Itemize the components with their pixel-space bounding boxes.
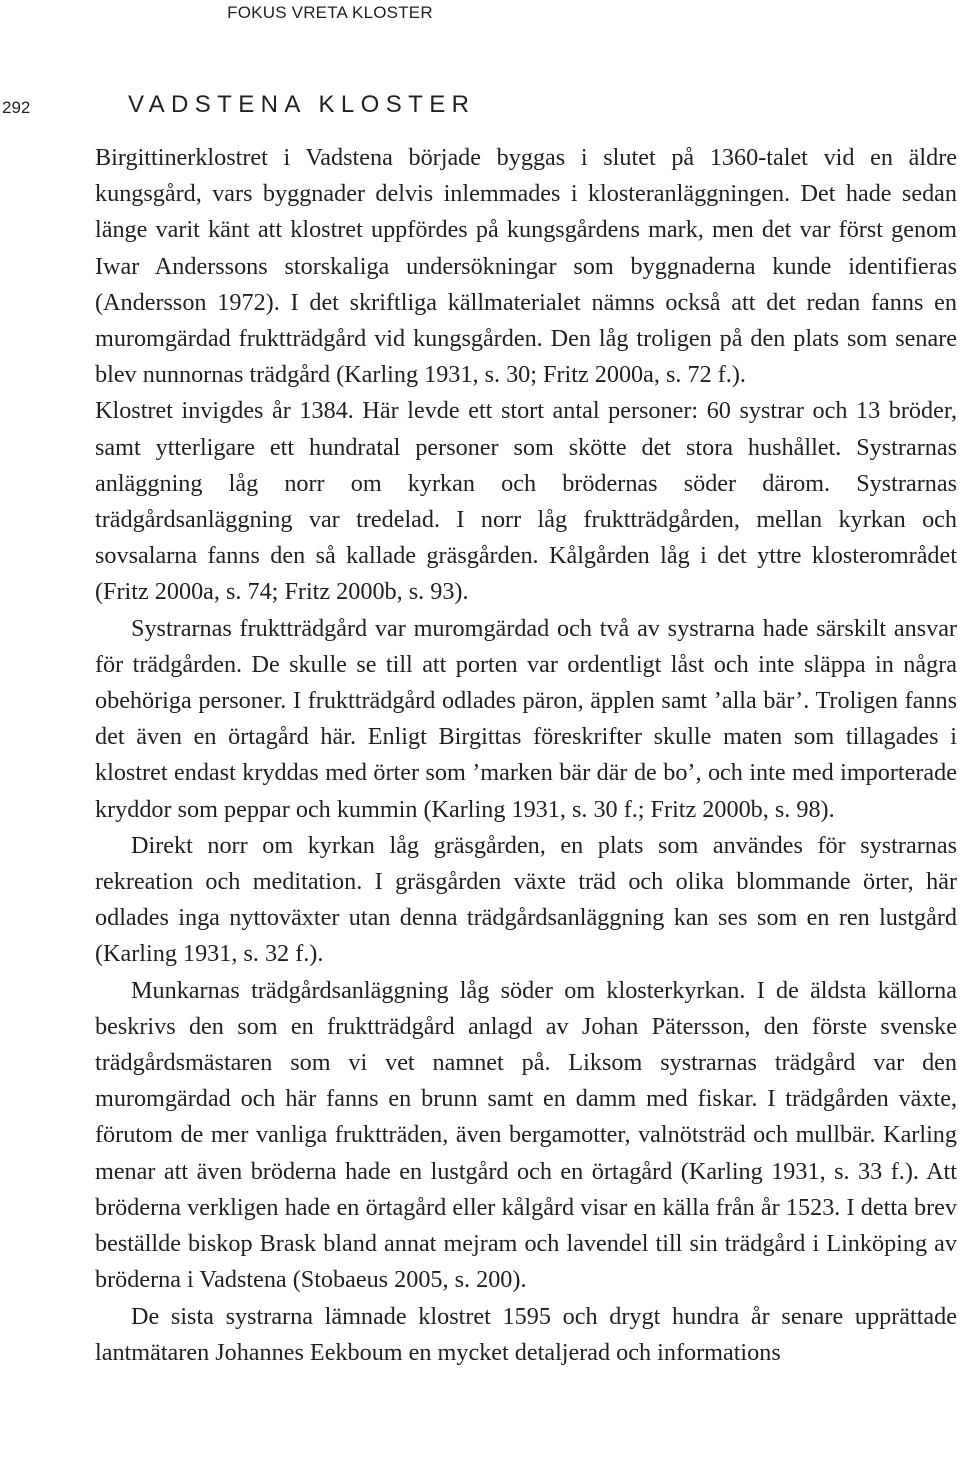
paragraph-2: Klostret invigdes år 1384. Här levde ett stort antal personer: 60 systrar och 13 bröder, samt ytterligare ett hundratal personer som skötte det stora hushållet. Systrarnas anläggning låg norr om kyrkan och brödernas söder därom. Systrarnas trädgårdsanläggning var tredelad. I norr låg fruktträdgården, mellan kyrkan och sovsalarna fanns den så kallade gräsgården. Kålgården låg i det yttre klosterområdet (Fritz 2000a, s. 74; Fritz 2000b, s. 93). [95, 397, 957, 606]
body-text [95, 140, 957, 1371]
page-number: 292 [2, 98, 31, 117]
paragraph-6: De sista systrarna lämnade klostret 1595 och drygt hundra år senare upprättade lantmätaren Johannes Eekboum en mycket detaljerad och informations [95, 1302, 957, 1366]
section-heading: VADSTENA KLOSTER [128, 91, 476, 118]
paragraph-1: Birgittinerklostret i Vadstena började byggas i slutet på 1360-talet vid en äldre kungsgård, vars byggnader delvis inlemmades i klosteranläggningen. Det hade sedan länge varit känt att klostret uppfördes på kungsgårdens mark, men det var först genom Iwar Anderssons storskaliga undersökningar som byggnaderna kunde identifieras (Andersson 1972). I det skriftliga källmaterialet nämns också att det redan fanns en muromgärdad fruktträdgård vid kungsgården. Den låg troligen på den plats som senare blev nunnornas trädgård (Karling 1931, s. 30; Fritz 2000a, s. 72 f.). [95, 144, 957, 389]
paragraph-3: Systrarnas fruktträdgård var muromgärdad och två av systrarna hade särskilt ansvar för trädgården. De skulle se till att porten var ordentligt låst och inte släppa in några obehöriga personer. I fruktträdgård odlades päron, äpplen samt ’alla bär’. Troligen fanns det även en örtagård här. Enligt Birgittas föreskrifter skulle maten som tillagades i klostret endast kryddas med örter som ’marken bär där de bo’, och inte med importerade kryddor som peppar och kummin (Karling 1931, s. 30 f.; Fritz 2000b, s. 98). [95, 614, 957, 823]
running-head: FOKUS VRETA KLOSTER [227, 3, 433, 22]
paragraph-5: Munkarnas trädgårdsanläggning låg söder om klosterkyrkan. I de äldsta källorna beskrivs den som en fruktträdgård anlagd av Johan Pätersson, den förste svenske trädgårdsmästaren som vi vet namnet på. Liksom systrarnas trädgård var den muromgärdad och här fanns en brunn samt en damm med fiskar. I trädgården växte, förutom de mer vanliga fruktträden, även bergamotter, valnötsträd och mullbär. Karling menar att även bröderna hade en lustgård och en örtagård (Karling 1931, s. 33 f.). Att bröderna verkligen hade en örtagård eller kålgård visar en källa från år 1523. I detta brev beställde biskop Brask bland annat mejram och lavendel till sin trädgård i Linköping av bröderna i Vadstena (Stobaeus 2005, s. 200). [95, 976, 957, 1294]
paragraph-4: Direkt norr om kyrkan låg gräsgården, en plats som användes för systrarnas rekreation och meditation. I gräsgården växte träd och olika blommande örter, här odlades inga nyttoväxter utan denna trädgårdsanläggning kan ses som en ren lustgård (Karling 1931, s. 32 f.). [95, 831, 957, 968]
